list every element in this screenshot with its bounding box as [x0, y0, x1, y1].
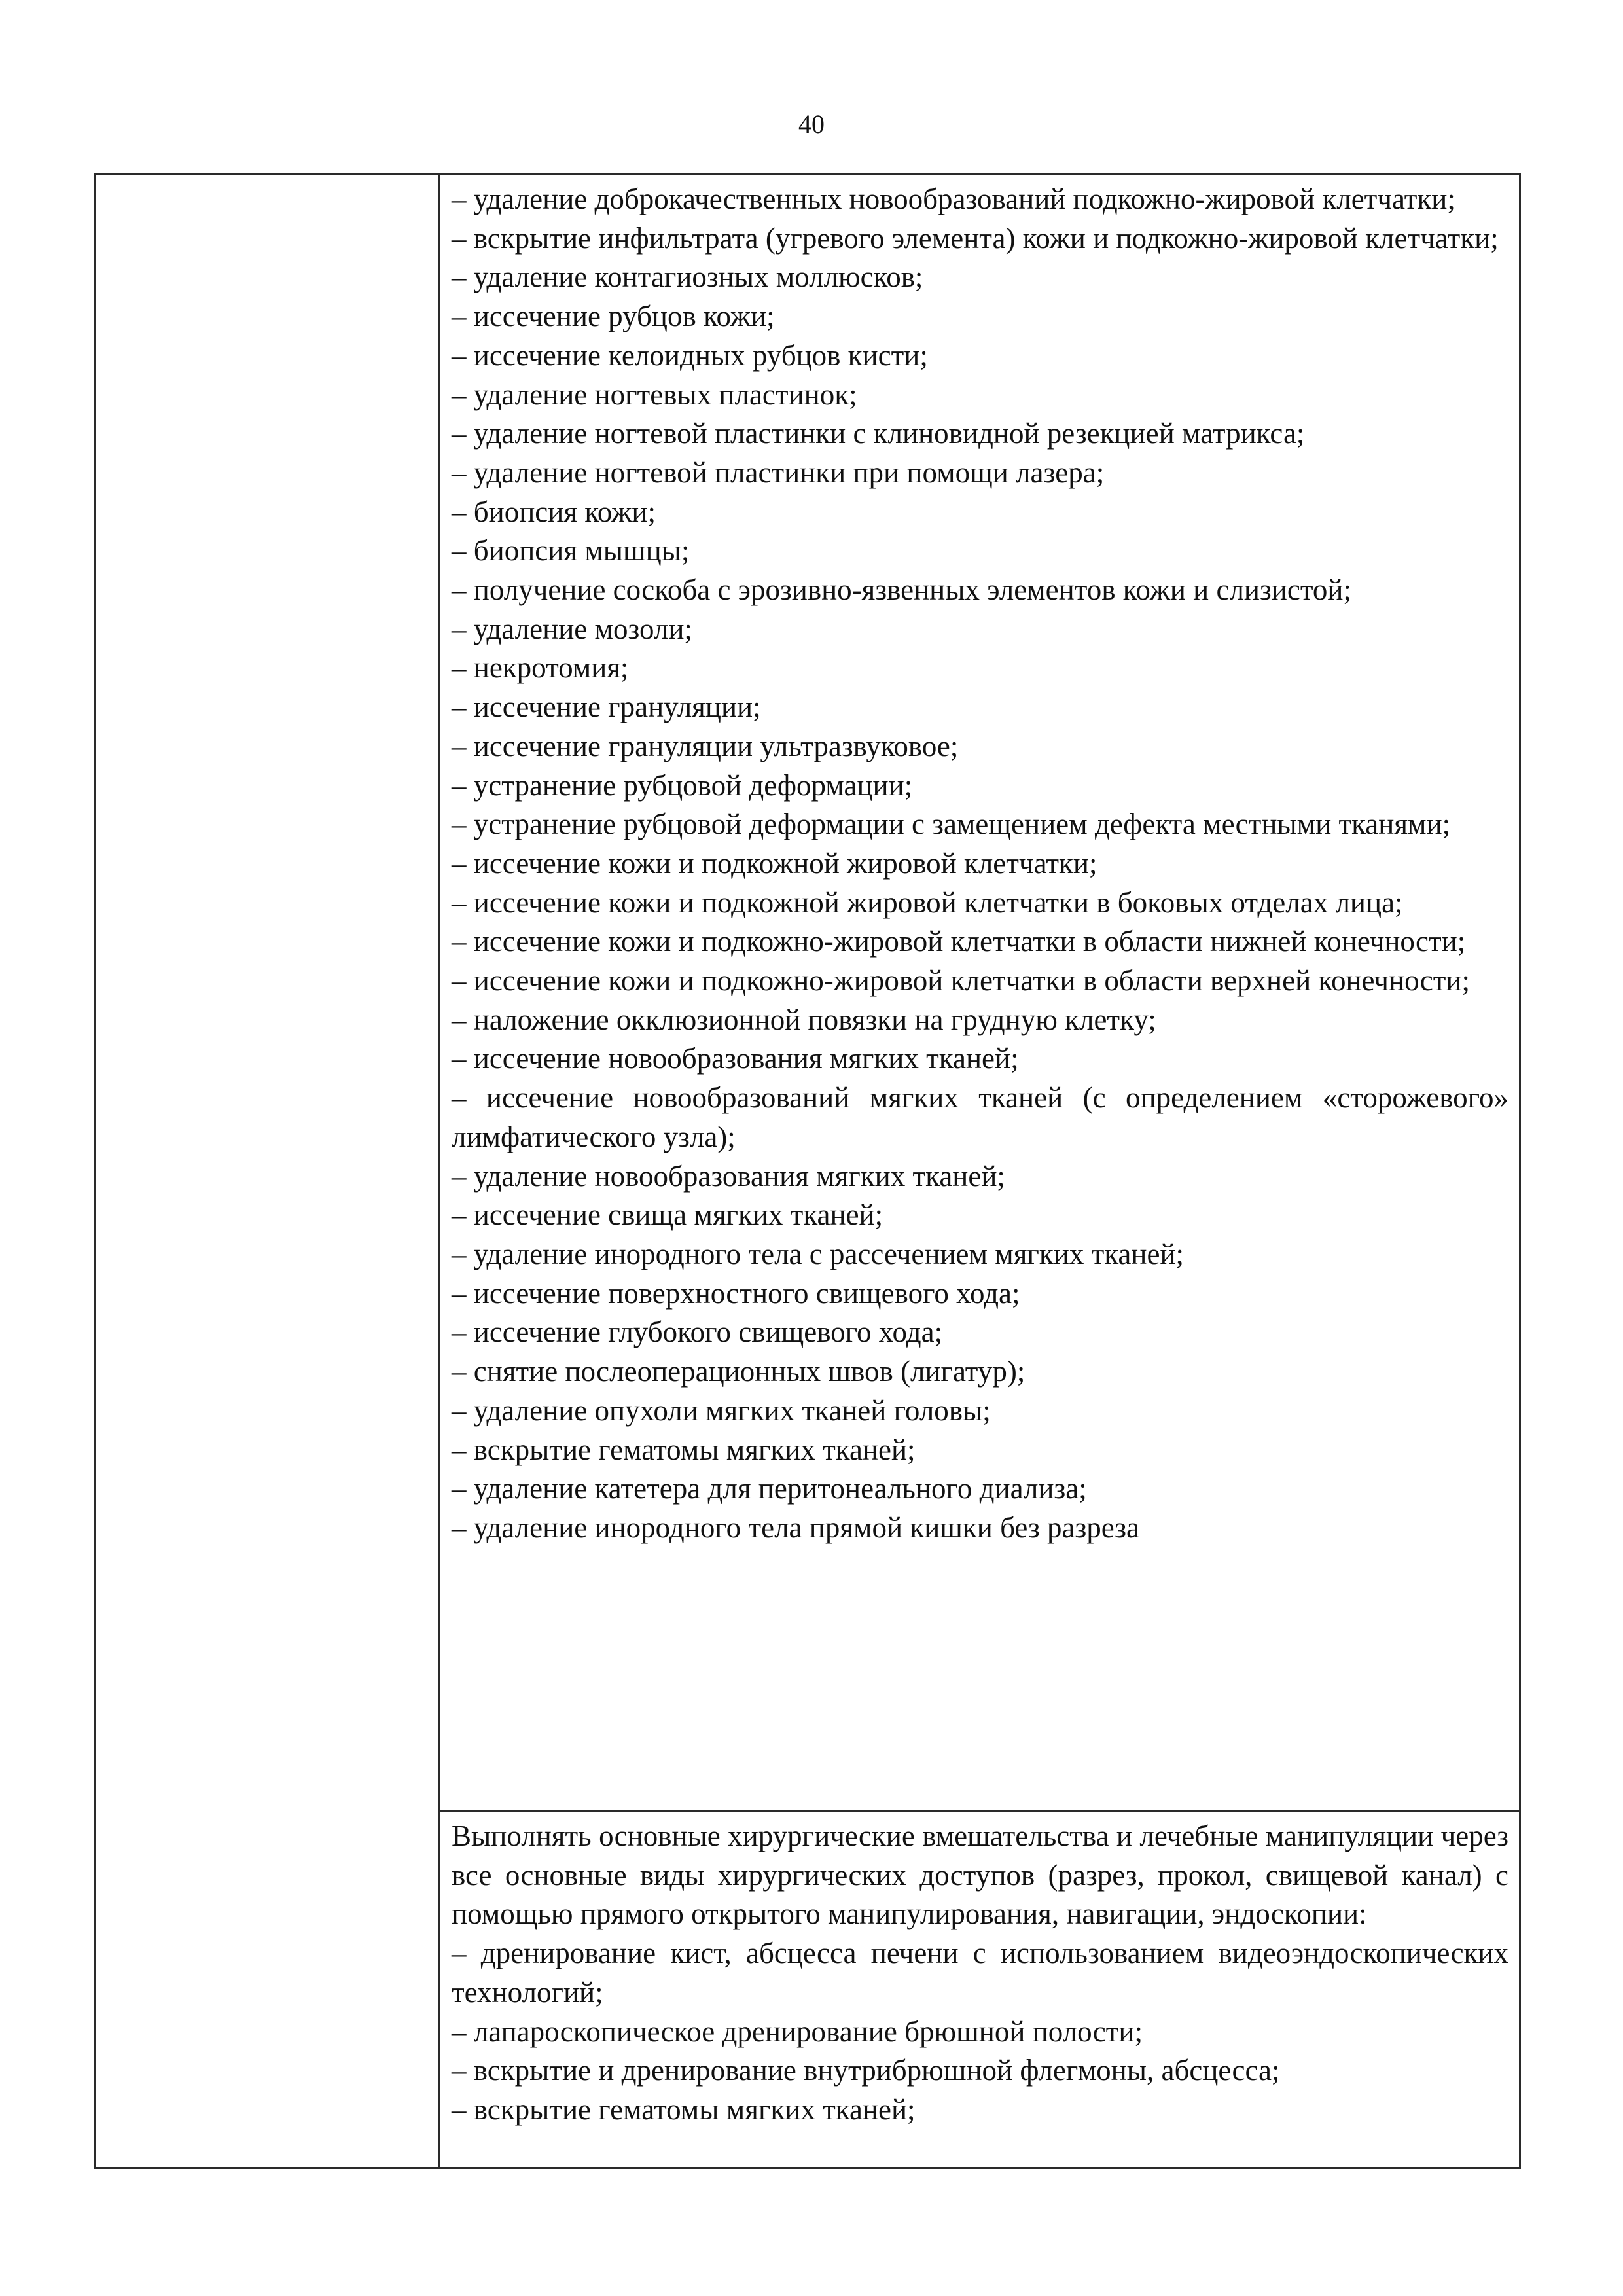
surgical-interventions-cell	[439, 1811, 1520, 2168]
list-item: – дренирование кист, абсцесса печени с использованием видеоэндоскопических технологий;	[452, 1937, 1508, 2009]
list-item: – наложение окклюзионной повязки на грудную клетку;	[452, 1003, 1156, 1036]
page-number: 40	[798, 109, 825, 139]
list-item: – иссечение новообразования мягких тканей;	[452, 1042, 1019, 1075]
list-item: – удаление инородного тела с рассечением мягких тканей;	[452, 1237, 1185, 1270]
list-item: – иссечение свища мягких тканей;	[452, 1198, 883, 1232]
list-item: – иссечение келоидных рубцов кисти;	[452, 338, 928, 372]
list-item: – вскрытие гематомы мягких тканей;	[452, 2092, 916, 2126]
competency-table	[94, 173, 1521, 2169]
list-item: – иссечение новообразований мягких тканей (с определением «сторожевого» лимфатического узла);	[452, 1081, 1508, 1153]
list-item: – вскрытие гематомы мягких тканей;	[452, 1433, 916, 1466]
list-item: – удаление катетера для перитонеального диализа;	[452, 1472, 1087, 1505]
list-item: – удаление ногтевой пластинки при помощи лазера;	[452, 456, 1105, 489]
list-item: – биопсия мышцы;	[452, 534, 690, 567]
list-item: – устранение рубцовой деформации с замещением дефекта местными тканями;	[452, 808, 1451, 841]
procedures-list	[452, 180, 1508, 1548]
list-item: – удаление ногтевых пластинок;	[452, 378, 857, 411]
list-item: – удаление ногтевой пластинки с клиновидной резекцией матрикса;	[452, 417, 1305, 450]
left-empty-cell	[96, 174, 439, 2168]
list-item: – иссечение кожи и подкожной жировой клетчатки;	[452, 846, 1097, 880]
list-item: – удаление опухоли мягких тканей головы;	[452, 1393, 991, 1427]
list-item: – иссечение грануляции;	[452, 691, 761, 724]
interventions-list	[452, 1817, 1508, 2130]
list-item: – удаление мозоли;	[452, 612, 692, 645]
list-item: – вскрытие и дренирование внутрибрюшной флегмоны, абсцесса;	[452, 2054, 1280, 2087]
list-item: – иссечение рубцов кожи;	[452, 300, 775, 333]
list-item: – удаление доброкачественных новообразований подкожно-жировой клетчатки;	[452, 183, 1455, 215]
list-item: – устранение рубцовой деформации;	[452, 768, 913, 802]
list-item: – снятие послеоперационных швов (лигатур);	[452, 1355, 1026, 1388]
list-item: – иссечение поверхностного свищевого хода;	[452, 1276, 1020, 1310]
procedures-cell	[439, 174, 1520, 1811]
list-item: – биопсия кожи;	[452, 495, 656, 528]
list-item: – удаление новообразования мягких тканей;	[452, 1159, 1005, 1193]
list-item: – вскрытие инфильтрата (угревого элемента) кожи и подкожно-жировой клетчатки;	[452, 221, 1499, 255]
list-item: – иссечение грануляции ультразвуковое;	[452, 729, 959, 762]
list-item: – лапароскопическое дренирование брюшной полости;	[452, 2015, 1143, 2048]
list-item: – получение соскоба с эрозивно-язвенных элементов кожи и слизистой;	[452, 573, 1351, 607]
list-item: – удаление инородного тела прямой кишки без разреза	[452, 1511, 1139, 1544]
list-item: – некротомия;	[452, 651, 629, 685]
table-row	[96, 174, 1520, 1811]
list-item: – иссечение кожи и подкожно-жировой клетчатки в области нижней конечности;	[452, 925, 1466, 958]
list-item: – иссечение глубокого свищевого хода;	[452, 1316, 943, 1349]
list-item: – иссечение кожи и подкожной жировой клетчатки в боковых отделах лица;	[452, 886, 1403, 919]
list-item: – удаление контагиозных моллюсков;	[452, 260, 923, 294]
list-item: Выполнять основные хирургические вмешательства и лечебные манипуляции через все основные виды хирургических доступов (разрез, прокол, свищевой канал) с помощью прямого открытого манипулирования, навигации, эндоскопии:	[452, 1820, 1508, 1931]
list-item: – иссечение кожи и подкожно-жировой клетчатки в области верхней конечности;	[452, 964, 1470, 997]
